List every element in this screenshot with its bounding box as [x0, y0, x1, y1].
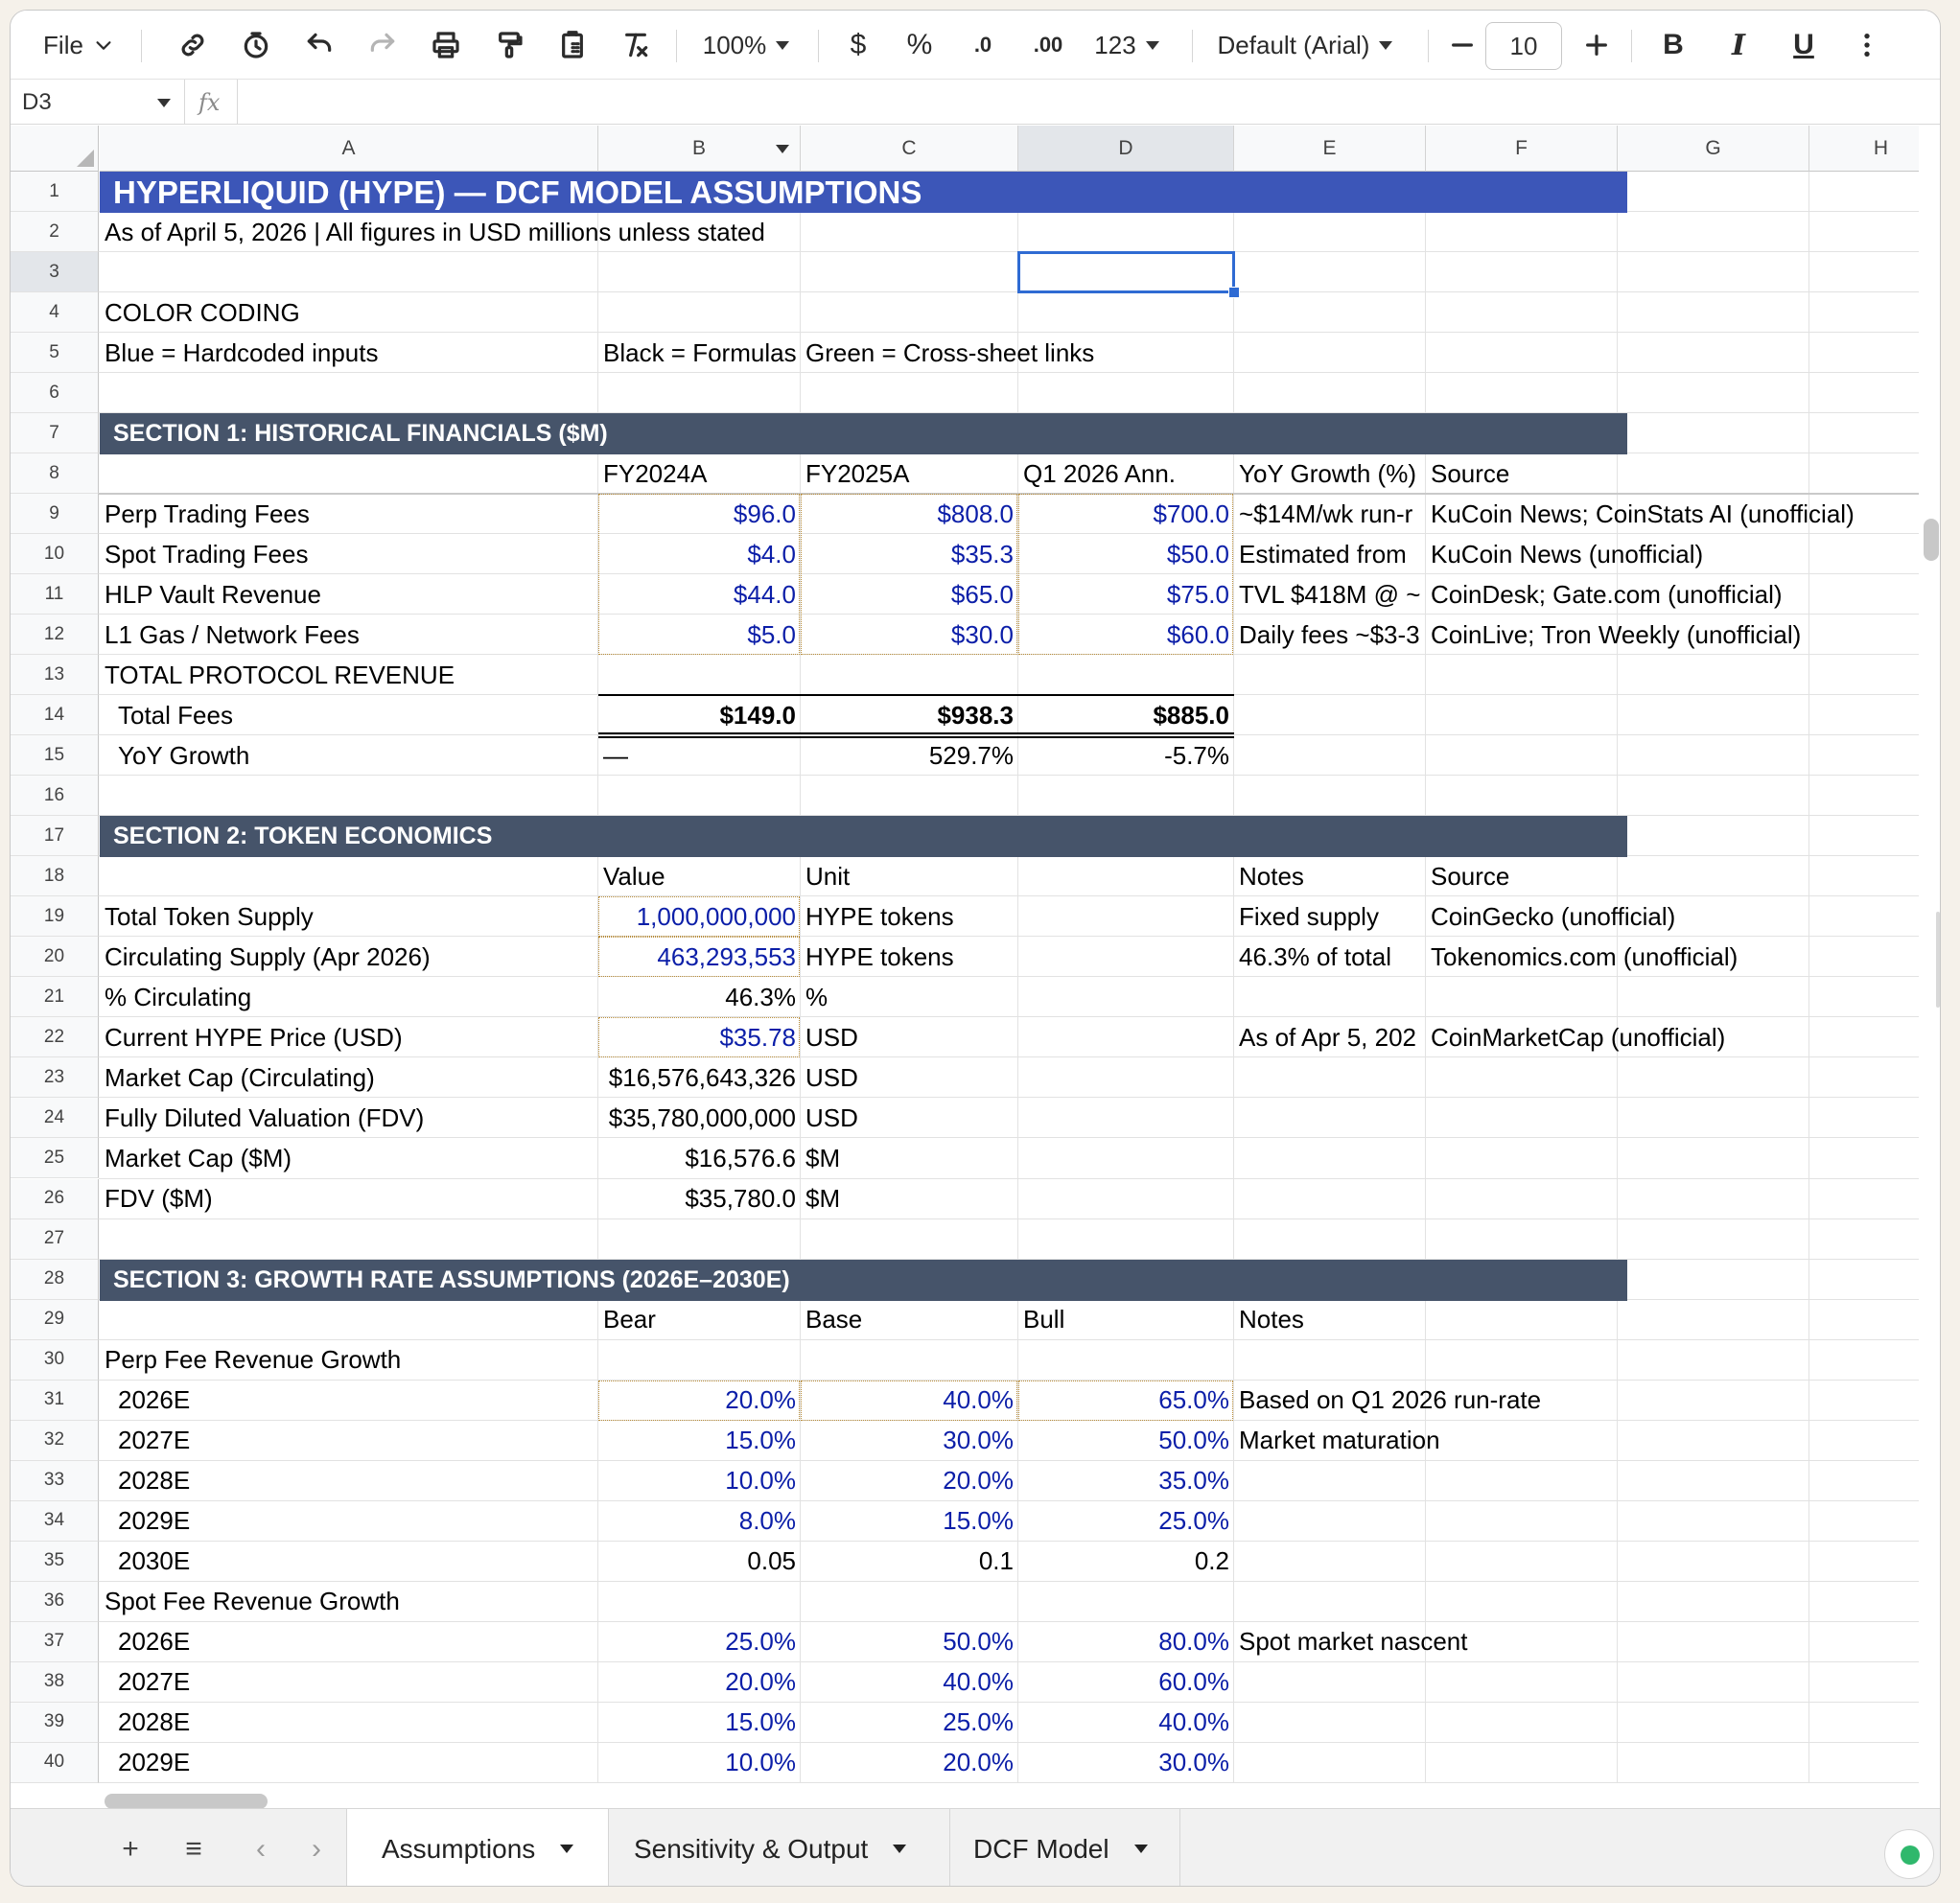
row-header[interactable]: 30 [11, 1340, 99, 1381]
bold-icon: B [1663, 29, 1684, 60]
legend-green[interactable]: Green = Cross-sheet links [805, 337, 1095, 367]
underline-button[interactable] [1781, 11, 1827, 80]
source-cell[interactable] [1426, 1179, 1919, 1219]
plus-icon [1581, 30, 1612, 60]
minus-icon [1447, 30, 1478, 60]
growth-value[interactable]: 40.0% [943, 1385, 1014, 1415]
spreadsheet-window [10, 10, 1941, 1887]
row-label[interactable]: % Circulating [105, 982, 252, 1011]
input-value[interactable]: 463,293,553 [657, 941, 796, 971]
tab-label: DCF Model [973, 1833, 1109, 1864]
row-header[interactable]: 40 [11, 1743, 99, 1783]
row-label[interactable]: TOTAL PROTOCOL REVENUE [105, 660, 455, 689]
row-header[interactable]: 16 [11, 776, 99, 816]
row-label[interactable]: Spot Fee Revenue Growth [105, 1587, 400, 1616]
row-label[interactable]: Spot Trading Fees [105, 539, 309, 569]
input-value[interactable]: $44.0 [733, 579, 796, 609]
all-sheets-button[interactable] [170, 1809, 218, 1887]
row-header[interactable]: 25 [11, 1138, 99, 1178]
column-label[interactable]: Source [1431, 458, 1510, 488]
font-family-label: Default (Arial) [1217, 30, 1370, 59]
row-header[interactable]: 36 [11, 1582, 99, 1622]
source-cell[interactable] [1426, 1098, 1919, 1138]
year-label[interactable]: 2030E [118, 1546, 191, 1576]
growth-value[interactable]: 20.0% [725, 1667, 796, 1697]
currency-format-button[interactable] [835, 11, 881, 80]
sheet-subtitle[interactable]: As of April 5, 2026 | All figures in USD millions unless stated [105, 217, 765, 246]
row-header[interactable]: 23 [11, 1057, 99, 1098]
legend-blue[interactable]: Blue = Hardcoded inputs [105, 337, 379, 367]
column-label[interactable]: Value [603, 861, 665, 891]
note-cell[interactable]: Based on Q1 2026 run-rate [1239, 1385, 1542, 1415]
growth-value[interactable]: 0.05 [747, 1546, 796, 1576]
clear-format-icon[interactable] [613, 11, 659, 80]
row-header[interactable]: 33 [11, 1461, 99, 1501]
toolbar [11, 11, 1940, 80]
total-top-border [598, 694, 1234, 696]
cell-reference: D3 [22, 89, 52, 115]
row-label[interactable]: HLP Vault Revenue [105, 579, 321, 609]
row-label[interactable]: Total Fees [118, 700, 233, 730]
growth-value[interactable]: 25.0% [725, 1627, 796, 1657]
row-label[interactable]: Perp Trading Fees [105, 499, 310, 528]
column-header[interactable]: H [1809, 126, 1919, 172]
increase-decimal-button[interactable] [1023, 11, 1073, 80]
note-cell[interactable]: Fixed supply [1239, 901, 1379, 931]
year-label[interactable]: 2027E [118, 1667, 191, 1697]
row-header[interactable]: 27 [11, 1219, 99, 1260]
underline-icon: U [1793, 29, 1814, 60]
unit-cell[interactable]: HYPE tokens [805, 941, 954, 971]
row-header[interactable]: 13 [11, 655, 99, 695]
note-cell[interactable] [1234, 1703, 1809, 1743]
source-cell[interactable]: CoinLive; Tron Weekly (unofficial) [1431, 619, 1802, 649]
font-size-increase-button[interactable] [1577, 11, 1616, 80]
note-cell[interactable] [1234, 1179, 1426, 1219]
more-vert-icon[interactable] [1844, 11, 1890, 80]
font-size-value: 10 [1509, 31, 1538, 60]
percent-format-button[interactable] [897, 11, 943, 80]
column-label[interactable]: Unit [805, 861, 851, 891]
row-label[interactable]: L1 Gas / Network Fees [105, 619, 360, 649]
row-header[interactable]: 1 [11, 172, 99, 212]
column-header[interactable]: C [801, 126, 1018, 172]
note-cell[interactable]: Daily fees ~$3-3 [1239, 619, 1420, 649]
formula-value[interactable]: 46.3% [725, 982, 796, 1011]
row-header[interactable]: 5 [11, 333, 99, 373]
row-header[interactable]: 34 [11, 1501, 99, 1542]
formula-input[interactable] [246, 80, 1934, 125]
source-cell[interactable] [1426, 1057, 1919, 1098]
input-value[interactable]: $35.78 [719, 1022, 796, 1052]
note-cell[interactable]: As of Apr 5, 202 [1239, 1022, 1417, 1052]
file-menu-button[interactable] [26, 11, 131, 80]
row-label[interactable]: Fully Diluted Valuation (FDV) [105, 1102, 425, 1132]
row-header[interactable]: 4 [11, 292, 99, 333]
input-cell-border [598, 937, 800, 977]
column-label[interactable]: FY2024A [603, 458, 708, 488]
next-sheet-button[interactable] [292, 1809, 340, 1887]
total-value[interactable]: $149.0 [719, 700, 796, 730]
input-cell-border [1018, 1381, 1233, 1421]
growth-value[interactable]: 35.0% [1158, 1466, 1229, 1496]
row-label[interactable]: Market Cap ($M) [105, 1143, 292, 1172]
input-cell-border [598, 494, 800, 655]
bold-button[interactable] [1650, 11, 1696, 80]
row-header[interactable]: 29 [11, 1300, 99, 1340]
input-value[interactable]: $35.3 [950, 539, 1014, 569]
row-label[interactable]: Total Token Supply [105, 901, 314, 931]
fx-icon: fx [198, 89, 221, 116]
percent-icon: % [906, 29, 933, 60]
column-header[interactable]: A [100, 126, 598, 172]
section-title[interactable]: SECTION 2: TOKEN ECONOMICS [113, 823, 493, 850]
formula-value[interactable]: $35,780,000,000 [608, 1102, 796, 1132]
growth-value[interactable]: 0.2 [1194, 1546, 1229, 1576]
input-value[interactable]: $700.0 [1153, 499, 1229, 528]
note-cell[interactable] [1234, 1057, 1426, 1098]
source-cell[interactable]: KuCoin News (unofficial) [1431, 539, 1704, 569]
row-header[interactable]: 10 [11, 534, 99, 574]
input-value[interactable]: $65.0 [950, 579, 1014, 609]
row-header[interactable]: 21 [11, 977, 99, 1017]
year-label[interactable]: 2027E [118, 1426, 191, 1455]
row-label[interactable]: FDV ($M) [105, 1184, 213, 1213]
legend-black[interactable]: Black = Formulas [603, 337, 797, 367]
growth-value[interactable]: 30.0% [1158, 1748, 1229, 1777]
growth-value[interactable]: 25.0% [1158, 1506, 1229, 1536]
number-format-select[interactable] [1086, 11, 1167, 80]
row-header[interactable]: 32 [11, 1421, 99, 1461]
horizontal-scrollbar[interactable] [105, 1794, 268, 1809]
note-cell[interactable] [1234, 1662, 1809, 1703]
column-label[interactable]: Source [1431, 861, 1510, 891]
row-header[interactable]: 18 [11, 856, 99, 896]
print-icon[interactable] [423, 11, 469, 80]
year-label[interactable]: 2028E [118, 1707, 191, 1737]
column-label[interactable]: YoY Growth (%) [1239, 458, 1416, 488]
section-title[interactable]: SECTION 3: GROWTH RATE ASSUMPTIONS (2026E–2030E) [113, 1265, 790, 1293]
sheet-tabs-bar [11, 1808, 1940, 1887]
name-box[interactable] [11, 80, 185, 125]
caret-down-icon [157, 99, 171, 107]
column-header[interactable]: F [1426, 126, 1618, 172]
column-label[interactable]: FY2025A [805, 458, 910, 488]
menu-icon: ≡ [185, 1832, 202, 1865]
unit-cell[interactable]: USD [805, 1062, 858, 1092]
formula-bar [11, 80, 1940, 125]
growth-value[interactable]: 25.0% [943, 1707, 1014, 1737]
row-label[interactable]: Perp Fee Revenue Growth [105, 1345, 402, 1375]
source-cell[interactable]: Tokenomics.com (unofficial) [1431, 941, 1738, 971]
paste-icon[interactable] [549, 11, 595, 80]
input-cell-border [801, 494, 1017, 655]
undo-icon[interactable] [296, 11, 342, 80]
growth-value[interactable]: 10.0% [725, 1748, 796, 1777]
note-cell[interactable]: Estimated from [1239, 539, 1407, 569]
note-cell[interactable]: 46.3% of total [1239, 941, 1391, 971]
growth-value[interactable]: 65.0% [1158, 1385, 1229, 1415]
section-title[interactable]: SECTION 1: HISTORICAL FINANCIALS ($M) [113, 420, 608, 448]
row-label[interactable]: YoY Growth [118, 740, 250, 770]
font-size-input[interactable] [1485, 22, 1562, 70]
select-all-corner[interactable] [11, 126, 99, 172]
growth-value[interactable]: 0.1 [978, 1546, 1014, 1576]
source-cell[interactable]: CoinMarketCap (unofficial) [1431, 1022, 1726, 1052]
yoy-value[interactable]: — [603, 740, 628, 770]
column-label[interactable]: Base [805, 1305, 863, 1334]
fill-handle[interactable] [1228, 287, 1240, 298]
unit-cell[interactable]: USD [805, 1022, 858, 1052]
growth-value[interactable]: 20.0% [943, 1466, 1014, 1496]
input-cell-border [598, 896, 800, 937]
color-coding-label[interactable]: COLOR CODING [105, 297, 300, 327]
zoom-value: 100% [702, 30, 767, 59]
row-header[interactable]: 9 [11, 494, 99, 534]
growth-value[interactable]: 50.0% [1158, 1426, 1229, 1455]
note-cell[interactable]: ~$14M/wk run-r [1239, 499, 1413, 528]
row-header[interactable]: 3 [11, 252, 99, 292]
caret-down-icon [893, 1845, 906, 1853]
formula-value[interactable]: $16,576.6 [685, 1143, 796, 1172]
row-header[interactable]: 8 [11, 453, 99, 494]
row-header[interactable]: 26 [11, 1179, 99, 1219]
growth-value[interactable]: 15.0% [725, 1426, 796, 1455]
tab-sensitivity-output[interactable] [609, 1809, 950, 1887]
caret-down-icon [1146, 41, 1159, 50]
chevron-down-icon [93, 35, 114, 56]
formula-value[interactable]: $16,576,643,326 [608, 1062, 796, 1092]
growth-value[interactable]: 20.0% [725, 1385, 796, 1415]
row-header[interactable]: 2 [11, 212, 99, 252]
input-value[interactable]: $60.0 [1166, 619, 1229, 649]
increase-decimal-icon: .00 [1033, 33, 1063, 57]
source-cell[interactable] [1426, 977, 1919, 1017]
row-header[interactable]: 11 [11, 574, 99, 615]
column-header[interactable]: E [1234, 126, 1426, 172]
growth-value[interactable]: 40.0% [1158, 1707, 1229, 1737]
font-family-select[interactable] [1209, 11, 1401, 80]
font-size-decrease-button[interactable] [1443, 11, 1482, 80]
row-header[interactable]: 38 [11, 1662, 99, 1703]
redo-icon[interactable] [360, 11, 406, 80]
input-cell-border [801, 1381, 1017, 1421]
column-b-dropdown-icon[interactable] [776, 145, 789, 153]
column-label[interactable]: Notes [1239, 1305, 1304, 1334]
chevron-right-icon: › [312, 1832, 321, 1865]
growth-value[interactable]: 10.0% [725, 1466, 796, 1496]
row-header[interactable]: 39 [11, 1703, 99, 1743]
note-cell[interactable] [1234, 1743, 1809, 1783]
column-header[interactable]: G [1618, 126, 1809, 172]
row-label[interactable]: Circulating Supply (Apr 2026) [105, 941, 431, 971]
paint-format-icon[interactable] [486, 11, 532, 80]
growth-value[interactable]: 60.0% [1158, 1667, 1229, 1697]
history-icon[interactable] [233, 11, 279, 80]
italic-icon: I [1731, 28, 1746, 62]
input-cell-border [598, 1381, 800, 1421]
decrease-decimal-icon: .0 [973, 33, 992, 57]
input-value[interactable]: $30.0 [950, 619, 1014, 649]
growth-value[interactable]: 20.0% [943, 1748, 1014, 1777]
input-value[interactable]: $5.0 [747, 619, 796, 649]
source-cell[interactable]: CoinGecko (unofficial) [1431, 901, 1676, 931]
input-cell-border [1018, 494, 1233, 655]
row-header[interactable]: 31 [11, 1381, 99, 1421]
link-icon[interactable] [170, 11, 216, 80]
caret-down-icon [1379, 41, 1392, 50]
row-header[interactable]: 22 [11, 1017, 99, 1057]
row-header[interactable]: 28 [11, 1260, 99, 1300]
zoom-select[interactable] [693, 11, 799, 80]
note-cell[interactable] [1234, 1098, 1426, 1138]
row-header[interactable]: 12 [11, 615, 99, 655]
row-header[interactable]: 6 [11, 373, 99, 413]
dollar-icon: $ [850, 29, 867, 60]
unit-cell[interactable]: $M [805, 1143, 841, 1172]
source-cell[interactable]: CoinDesk; Gate.com (unofficial) [1431, 579, 1783, 609]
input-value[interactable]: $96.0 [733, 499, 796, 528]
status-indicator-icon[interactable] [1884, 1829, 1934, 1879]
year-label[interactable]: 2029E [118, 1748, 191, 1777]
unit-cell[interactable]: $M [805, 1184, 841, 1213]
unit-cell[interactable]: % [805, 982, 828, 1011]
row-header[interactable]: 17 [11, 816, 99, 856]
column-label[interactable]: Bull [1023, 1305, 1065, 1334]
note-cell[interactable] [1234, 977, 1426, 1017]
caret-down-icon [776, 41, 789, 50]
source-cell[interactable]: KuCoin News; CoinStats AI (unofficial) [1431, 499, 1855, 528]
growth-value[interactable]: 40.0% [943, 1667, 1014, 1697]
row-label[interactable]: Current HYPE Price (USD) [105, 1022, 403, 1052]
growth-value[interactable]: 50.0% [943, 1627, 1014, 1657]
unit-cell[interactable]: HYPE tokens [805, 901, 954, 931]
year-label[interactable]: 2026E [118, 1385, 191, 1415]
formula-value[interactable]: $35,780.0 [685, 1184, 796, 1213]
growth-value[interactable]: 30.0% [943, 1426, 1014, 1455]
row-header[interactable]: 15 [11, 735, 99, 776]
number-format-label: 123 [1094, 30, 1136, 59]
growth-value[interactable]: 80.0% [1158, 1627, 1229, 1657]
caret-down-icon [560, 1845, 573, 1853]
sheet-title[interactable]: HYPERLIQUID (HYPE) — DCF MODEL ASSUMPTIONS [113, 174, 922, 210]
row-header[interactable]: 35 [11, 1542, 99, 1582]
yoy-value[interactable]: -5.7% [1164, 740, 1229, 770]
unit-cell[interactable]: USD [805, 1102, 858, 1132]
total-value[interactable]: $885.0 [1153, 700, 1229, 730]
input-value[interactable]: $808.0 [937, 499, 1014, 528]
plus-icon: + [122, 1832, 139, 1865]
tab-label: Assumptions [382, 1833, 536, 1864]
tab-label: Sensitivity & Output [634, 1833, 869, 1864]
vertical-scrollbar[interactable] [1924, 519, 1939, 561]
row-header[interactable]: 24 [11, 1098, 99, 1138]
chevron-left-icon: ‹ [256, 1832, 266, 1865]
year-label[interactable]: 2028E [118, 1466, 191, 1496]
column-label[interactable]: Bear [603, 1305, 656, 1334]
side-panel-handle[interactable] [1936, 912, 1940, 1008]
year-label[interactable]: 2026E [118, 1627, 191, 1657]
note-cell[interactable]: TVL $418M @ ~ [1239, 579, 1421, 609]
selected-cell-d3[interactable] [1017, 251, 1235, 293]
yoy-value[interactable]: 529.7% [928, 740, 1014, 770]
row-label[interactable]: Market Cap (Circulating) [105, 1062, 375, 1092]
growth-value[interactable]: 8.0% [738, 1506, 796, 1536]
row-header[interactable]: 7 [11, 413, 99, 453]
total-value[interactable]: $938.3 [937, 700, 1014, 730]
decrease-decimal-button[interactable] [960, 11, 1006, 80]
row-header[interactable]: 37 [11, 1622, 99, 1662]
note-cell[interactable] [1234, 1542, 1809, 1582]
input-cell-border [598, 1017, 800, 1057]
tab-assumptions[interactable] [346, 1809, 609, 1887]
row-header[interactable]: 14 [11, 695, 99, 735]
note-cell[interactable]: Spot market nascent [1239, 1627, 1468, 1657]
growth-value[interactable]: 15.0% [943, 1506, 1014, 1536]
column-header[interactable]: B [598, 126, 801, 172]
note-cell[interactable] [1234, 1501, 1809, 1542]
growth-value[interactable]: 15.0% [725, 1707, 796, 1737]
italic-button[interactable] [1715, 11, 1762, 80]
caret-down-icon [1134, 1845, 1148, 1853]
input-value[interactable]: $75.0 [1166, 579, 1229, 609]
tab-dcf-model[interactable] [950, 1809, 1180, 1887]
input-value[interactable]: $50.0 [1166, 539, 1229, 569]
sheet-grid[interactable] [11, 126, 1919, 1792]
column-label[interactable]: Notes [1239, 861, 1304, 891]
row-header[interactable]: 19 [11, 896, 99, 937]
column-label[interactable]: Q1 2026 Ann. [1023, 458, 1177, 488]
input-value[interactable]: $4.0 [747, 539, 796, 569]
prev-sheet-button[interactable] [237, 1809, 285, 1887]
source-cell[interactable] [1426, 1138, 1919, 1178]
file-menu-label: File [43, 30, 83, 59]
column-header[interactable]: D [1018, 126, 1234, 172]
year-label[interactable]: 2029E [118, 1506, 191, 1536]
add-sheet-button[interactable] [106, 1809, 154, 1887]
input-value[interactable]: 1,000,000,000 [636, 901, 796, 931]
note-cell[interactable] [1234, 1138, 1426, 1178]
note-cell[interactable]: Market maturation [1239, 1426, 1440, 1455]
row-header[interactable]: 20 [11, 937, 99, 977]
note-cell[interactable] [1234, 1461, 1809, 1501]
